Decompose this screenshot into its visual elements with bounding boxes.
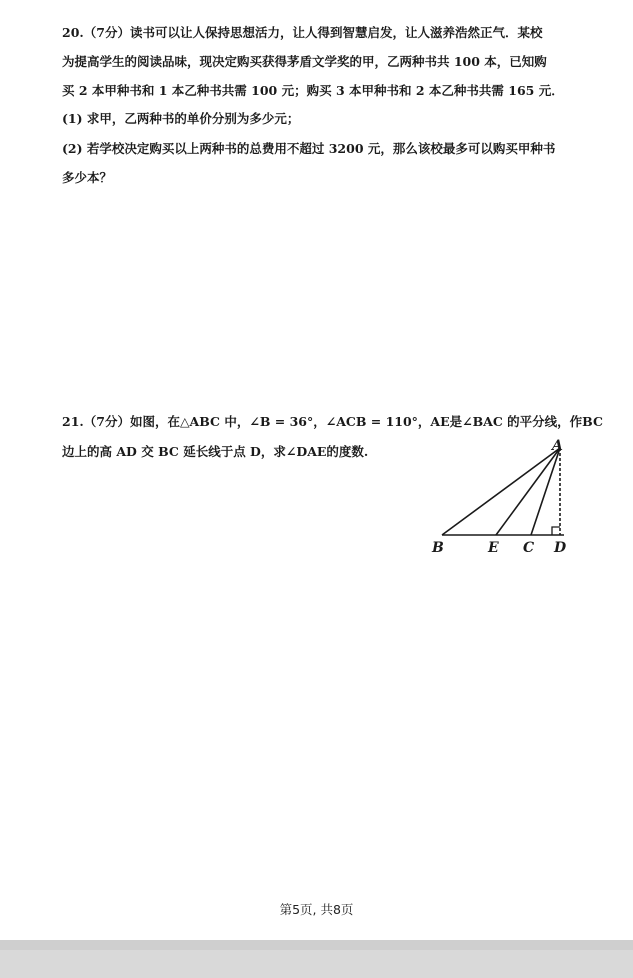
q20-line-3: 买 2 本甲种书和 1 本乙种书共需 100 元；购买 3 本甲种书和 2 本乙种书共需 165 元．	[62, 83, 564, 98]
label-d: D	[554, 540, 567, 556]
segment-ab	[442, 448, 560, 535]
q20-part-2: (2) 若学校决定购买以上两种书的总费用不超过 3200 元，那么该校最多可以购买甲种书	[62, 141, 556, 156]
right-angle-mark	[552, 527, 560, 535]
segment-ae	[496, 448, 560, 535]
q20-part-1: (1) 求甲，乙两种书的单价分别为多少元；	[62, 111, 300, 126]
q20-line-1: 20.（7分）读书可以让人保持思想活力，让人得到智慧启发，让人滋养浩然正气．某校	[62, 25, 543, 40]
q21-line-2: 边上的高 AD 交 BC 延长线于点 D，求∠DAE的度数.	[62, 444, 369, 459]
label-e: E	[488, 540, 499, 556]
label-a: A	[552, 438, 563, 454]
viewer-bottom-bar-edge	[0, 940, 633, 950]
q20-part-2-continued: 多少本？	[62, 170, 113, 185]
segment-ac	[531, 448, 560, 535]
label-c: C	[523, 540, 535, 556]
label-b: B	[432, 540, 444, 556]
q20-line-2: 为提高学生的阅读品味，现决定购买获得茅盾文学奖的甲，乙两种书共 100 本，已知购	[62, 54, 547, 69]
page-number: 第5页, 共8页	[279, 902, 354, 917]
triangle-figure	[424, 438, 584, 558]
viewer-bottom-bar	[0, 940, 633, 978]
q21-line-1: 21.（7分）如图，在△ABC 中，∠B = 36°，∠ACB = 110°，AE是∠BAC 的平分线，作BC	[62, 414, 603, 429]
